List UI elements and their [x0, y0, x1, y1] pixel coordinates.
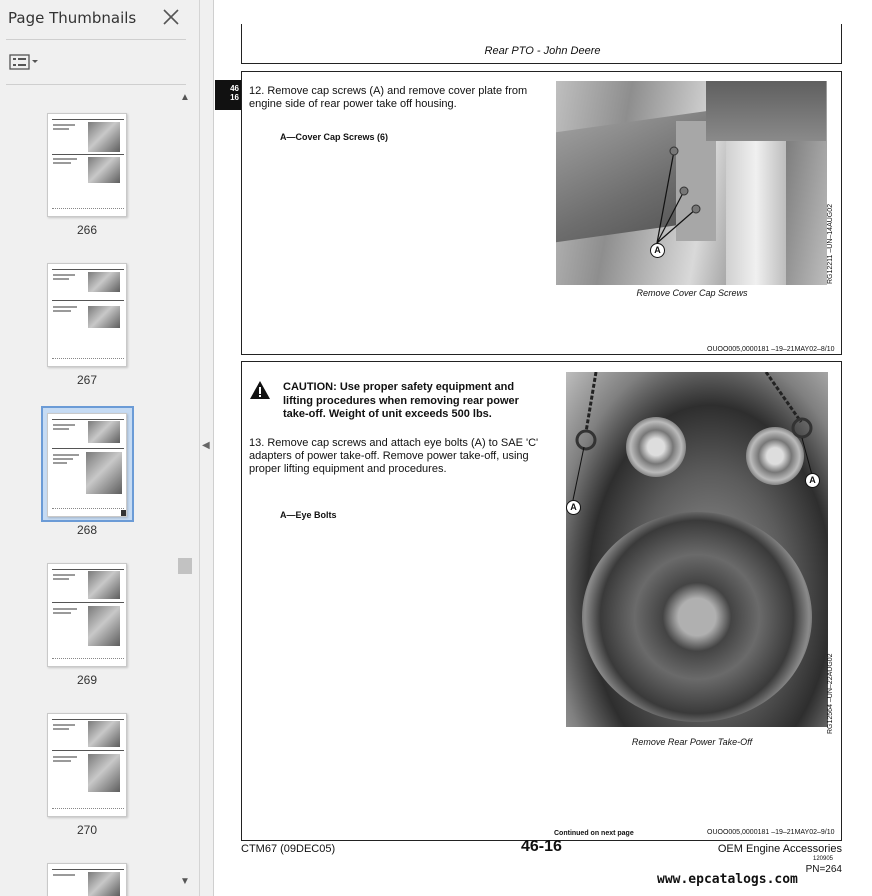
thumbnail-page-270[interactable]	[47, 713, 127, 817]
footer-date-code: 120905	[813, 856, 834, 862]
legend-text: A—Eye Bolts	[280, 510, 337, 520]
caution-text: CAUTION: Use proper safety equipment and lifting procedures when removing rear power take-off. Weight of unit exceeds 500 lbs.	[283, 381, 519, 420]
legend-text: A—Cover Cap Screws (6)	[280, 132, 389, 142]
divider	[6, 84, 186, 85]
footer-section-title: OEM Engine Accessories	[717, 843, 842, 855]
footer-pn: PN=264	[805, 864, 842, 875]
thumbnail-page-266[interactable]	[47, 113, 127, 217]
continued-note: Continued on next page	[554, 830, 634, 837]
panel-splitter[interactable]	[200, 0, 214, 896]
scrollbar-thumb[interactable]	[178, 558, 192, 574]
callout-a: A	[650, 243, 665, 258]
thumbnail-label: 267	[76, 373, 98, 387]
thumbnail-scrollbar[interactable]	[177, 88, 193, 896]
chain-lines	[566, 372, 828, 727]
callout-a-right: A	[805, 473, 820, 488]
thumbnail-options-icon[interactable]	[9, 53, 41, 71]
cover-cap-screws-photo	[556, 81, 827, 285]
step-13-text: 13. Remove cap screws and attach eye bolts (A) to SAE 'C' adapters of power take-off. Remove power take-off, using proper lifting equipment and procedures.	[249, 437, 539, 475]
divider	[6, 39, 186, 40]
header-frame	[241, 24, 842, 64]
panel-title: Page Thumbnails	[8, 9, 137, 27]
procedure-section-12	[241, 71, 842, 355]
callout-leader-lines	[556, 81, 827, 285]
scroll-up-icon[interactable]: ▲	[180, 92, 190, 103]
document-page	[215, 0, 872, 896]
warning-icon	[249, 380, 271, 400]
thumbnail-label: 270	[76, 823, 98, 837]
scroll-down-icon[interactable]: ▼	[180, 876, 190, 887]
thumbnail-page-next[interactable]	[47, 863, 127, 896]
figure-code: RG12211 –UN–14AUG02	[827, 203, 834, 284]
figure-caption: Remove Cover Cap Screws	[636, 288, 748, 298]
figure-code: RG12564 –UN–22AUG02	[827, 653, 834, 734]
thumbnail-page-268[interactable]	[47, 413, 127, 517]
thumbnail-page-269[interactable]	[47, 563, 127, 667]
collapse-panel-icon[interactable]: ◀	[202, 440, 210, 451]
footer-manual-id: CTM67 (09DEC05)	[241, 843, 336, 855]
doc-reference-code: OUOO005,0000181 –19–21MAY02–8/10	[707, 346, 835, 353]
header-title: Rear PTO - John Deere	[484, 45, 601, 57]
figure-caption: Remove Rear Power Take-Off	[631, 737, 753, 747]
watermark: www.epcatalogs.com	[657, 872, 798, 887]
callout-a-left: A	[566, 500, 581, 515]
page-tab-page: 16	[230, 93, 239, 102]
thumbnail-label: 268	[76, 523, 98, 537]
thumbnail-label: 269	[76, 673, 98, 687]
page-thumbnails-panel	[0, 0, 200, 896]
page-tab-chapter: 46	[230, 84, 239, 93]
thumbnail-page-267[interactable]	[47, 263, 127, 367]
step-12-text: 12. Remove cap screws (A) and remove cover plate from engine side of rear power take off housing.	[249, 85, 528, 110]
thumbnail-label: 266	[76, 223, 98, 237]
power-take-off-photo	[566, 372, 828, 727]
procedure-section-13	[241, 361, 842, 841]
close-icon[interactable]	[160, 6, 182, 28]
footer-page-number: 46-16	[521, 838, 562, 855]
page-number-tab	[215, 80, 241, 110]
doc-reference-code: OUOO005,0000181 –19–21MAY02–9/10	[707, 829, 835, 836]
